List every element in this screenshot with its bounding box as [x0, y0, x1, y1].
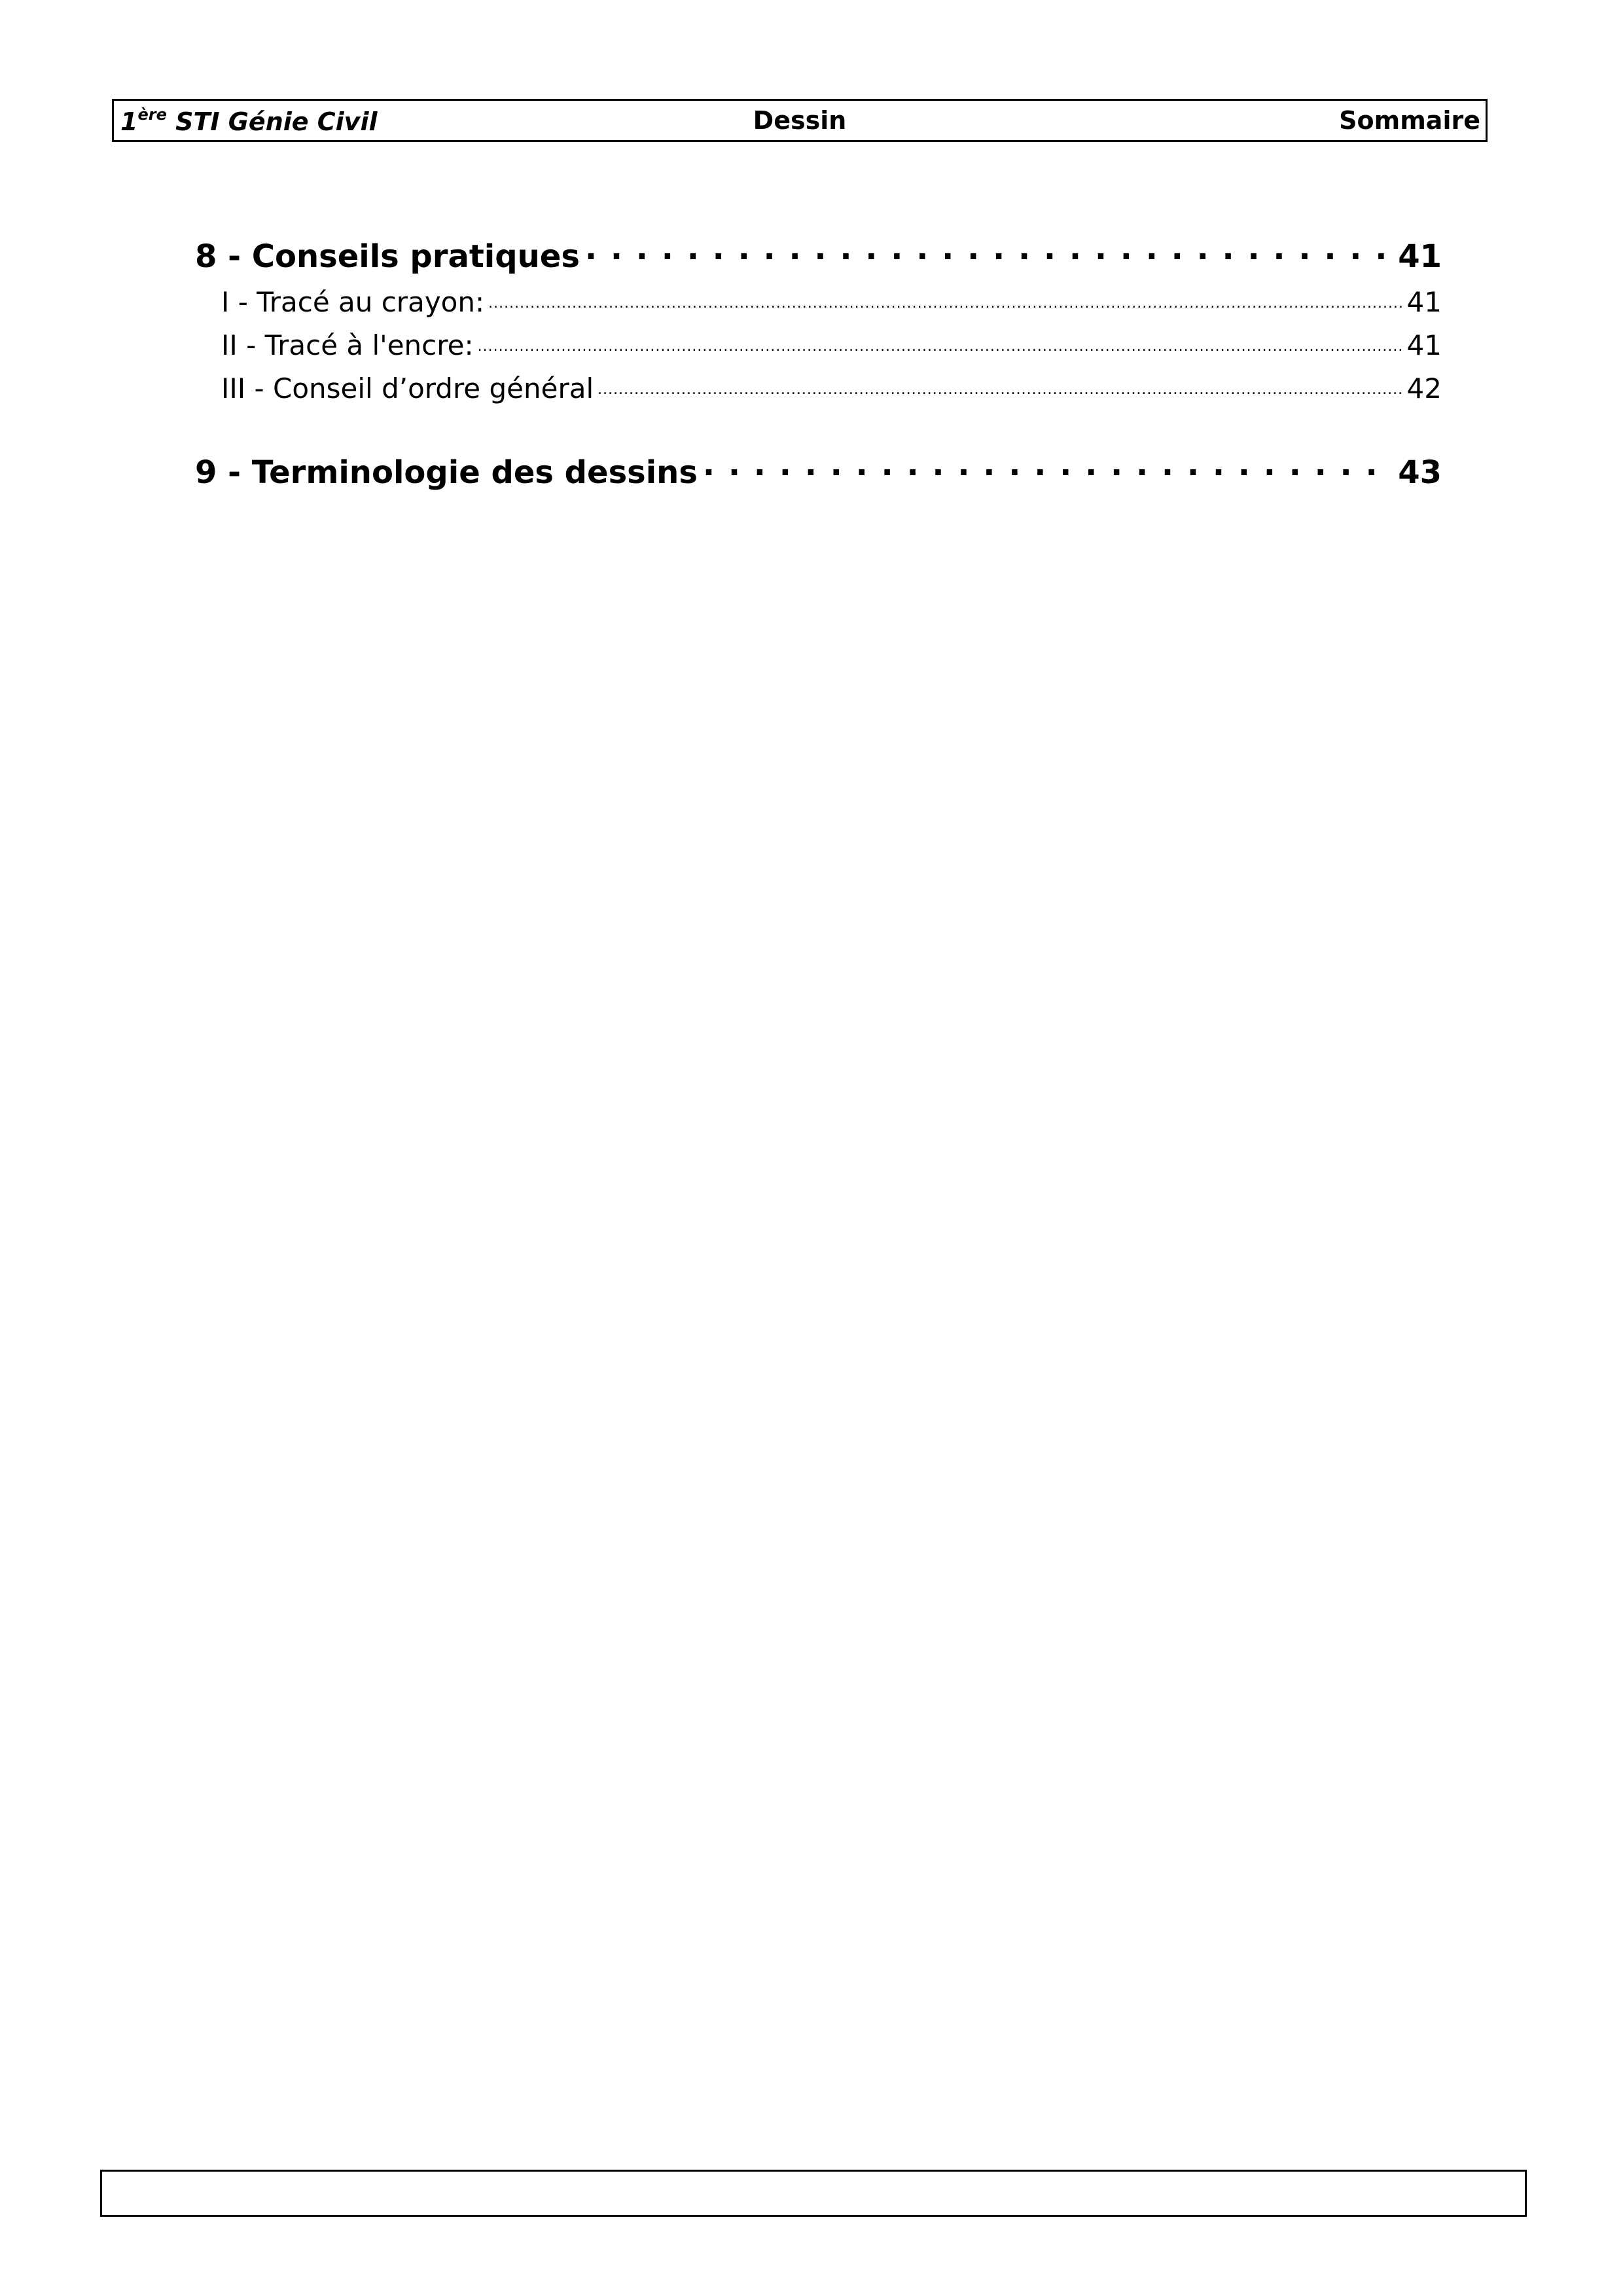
header-section: Sommaire	[1339, 106, 1480, 135]
toc-entry[interactable]	[195, 236, 1442, 284]
toc-leader-dots	[597, 370, 1402, 398]
header-subject: Dessin	[753, 106, 847, 135]
toc-entry-label: I - Tracé au crayon:	[221, 286, 485, 318]
toc-leader-dots	[488, 284, 1402, 312]
toc-entry-label: III - Conseil d’ordre général	[221, 372, 594, 404]
toc-entry-label: 9 - Terminologie des dessins	[195, 454, 698, 491]
toc-leader-dots	[585, 236, 1393, 267]
toc-entry-page: 41	[1406, 329, 1442, 361]
toc-entry[interactable]	[195, 284, 1442, 327]
header-level: 1ère STI Génie Civil	[120, 105, 378, 136]
toc-entry-page: 41	[1398, 238, 1442, 275]
table-of-contents	[195, 236, 1442, 500]
toc-entry-page: 41	[1406, 286, 1442, 318]
toc-entry[interactable]	[195, 370, 1442, 414]
toc-leader-dots	[703, 452, 1393, 483]
page-header	[112, 99, 1488, 142]
toc-entry-label: 8 - Conseils pratiques	[195, 238, 580, 275]
toc-entry[interactable]	[195, 452, 1442, 500]
toc-entry-page: 42	[1406, 372, 1442, 404]
page-footer	[100, 2170, 1527, 2217]
toc-entry-page: 43	[1398, 454, 1442, 491]
toc-leader-dots	[478, 327, 1403, 355]
toc-entry[interactable]	[195, 327, 1442, 370]
toc-entry-label: II - Tracé à l'encre:	[221, 329, 474, 361]
